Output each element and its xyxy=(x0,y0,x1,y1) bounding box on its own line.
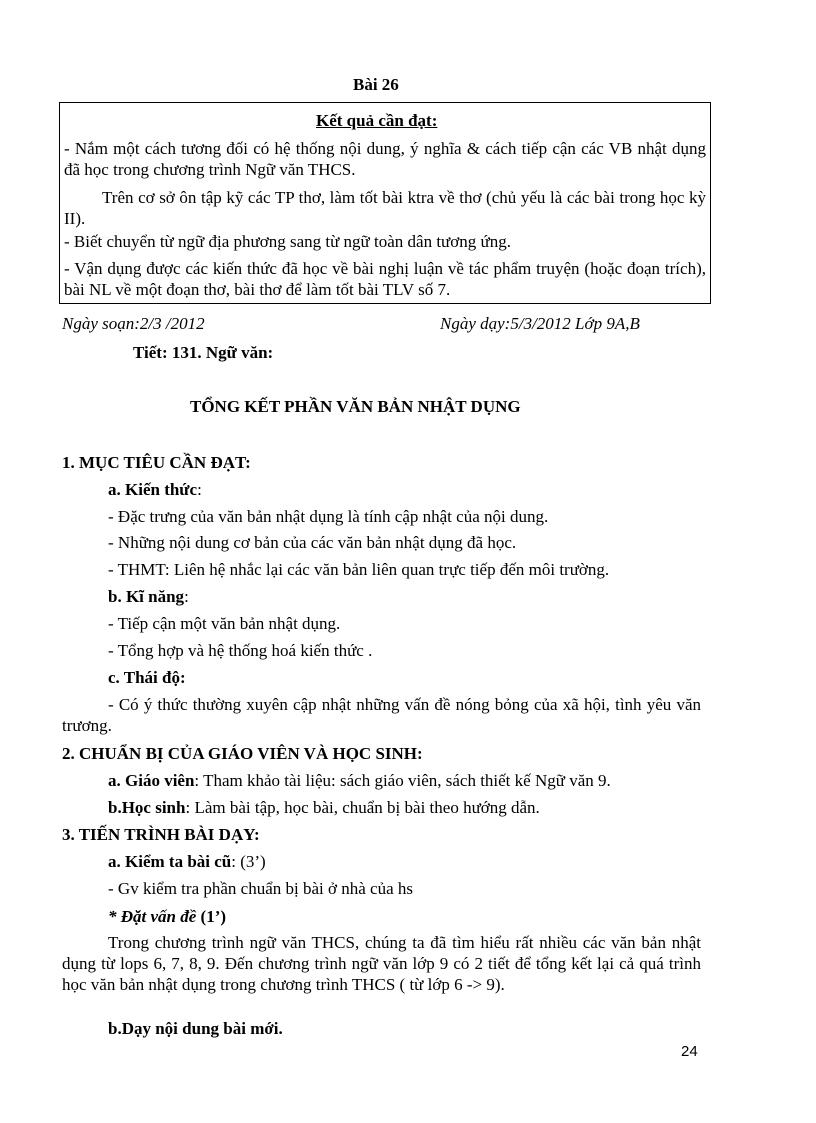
subsection-label: a. Kiểm ta bài cũ xyxy=(108,852,232,871)
subsection-attitude: c. Thái độ: xyxy=(108,668,186,687)
period-label: Tiết: 131. Ngữ văn: xyxy=(133,343,274,362)
teacher-prep xyxy=(108,770,611,791)
introduction-paragraph: Trong chương trình ngữ văn THCS, chúng ta đã tìm hiểu rất nhiều các văn bản nhật dụng từ lops 6, 7, 8, 9. Đến chương trình ngữ văn lớp 9 có 2 tiết để tổng kết lại cả quá trình học văn bản nhật dụng trong chương trình THCS ( từ lớp 6 -> 9). xyxy=(62,933,701,994)
section-1-heading: 1. MỤC TIÊU CẦN ĐẠT: xyxy=(62,453,251,472)
section-2-heading: 2. CHUẨN BỊ CỦA GIÁO VIÊN VÀ HỌC SINH: xyxy=(62,744,423,763)
subsection-label: b.Học sinh xyxy=(108,798,186,817)
old-lesson-check xyxy=(108,851,266,872)
colon: : xyxy=(184,587,189,606)
introduction-time: (1’) xyxy=(196,907,227,926)
learning-outcomes-box xyxy=(59,102,711,304)
page-title: TỔNG KẾT PHẦN VĂN BẢN NHẬT DỤNG xyxy=(190,397,521,416)
list-item: - Có ý thức thường xuyên cập nhật những vấn đề nóng bỏng của xã hội, tình yêu văn trương. xyxy=(62,695,701,735)
old-lesson-time: : (3’) xyxy=(231,852,266,871)
list-item: - Tổng hợp và hệ thống hoá kiến thức . xyxy=(108,641,373,660)
date-prepared: Ngày soạn:2/3 /2012 xyxy=(62,314,205,333)
subsection-new-lesson: b.Dạy nội dung bài mới. xyxy=(108,1019,283,1038)
colon: : xyxy=(197,480,202,499)
outcome-item: Trên cơ sở ôn tập kỹ các TP thơ, làm tốt bài ktra về thơ (chủ yếu là các bài trong học kỳ II). xyxy=(64,188,706,228)
outcomes-heading: Kết quả cần đạt: xyxy=(316,111,438,130)
page-number: 24 xyxy=(681,1043,698,1060)
subsection-skills xyxy=(108,586,189,607)
subsection-label: b. Kĩ năng xyxy=(108,587,185,606)
student-prep-text: : Làm bài tập, học bài, chuẩn bị bài theo hướng dẫn. xyxy=(185,798,540,817)
list-item: - Gv kiểm tra phần chuẩn bị bài ở nhà của hs xyxy=(108,879,413,898)
list-item: - Tiếp cận một văn bản nhật dụng. xyxy=(108,614,341,633)
student-prep xyxy=(108,797,540,818)
list-item: - Đặc trưng của văn bản nhật dụng là tính cập nhật của nội dung. xyxy=(108,507,549,526)
outcome-item: - Vận dụng được các kiến thức đã học về bài nghị luận về tác phẩm truyện (hoặc đoạn trích), bài NL về một đoạn thơ, bài thơ để làm tốt bài TLV số 7. xyxy=(64,259,706,299)
subsection-label: a. Giáo viên xyxy=(108,771,195,790)
subsection-label: a. Kiến thức xyxy=(108,480,198,499)
teacher-prep-text: : Tham khảo tài liệu: sách giáo viên, sách thiết kế Ngữ văn 9. xyxy=(194,771,611,790)
introduction xyxy=(108,906,226,927)
lesson-number: Bài 26 xyxy=(353,75,399,94)
list-item: - THMT: Liên hệ nhắc lại các văn bản liên quan trực tiếp đến môi trường. xyxy=(108,560,610,579)
introduction-label: * Đặt vấn đề xyxy=(108,907,197,926)
date-taught: Ngày dạy:5/3/2012 Lớp 9A,B xyxy=(440,314,640,333)
section-3-heading: 3. TIẾN TRÌNH BÀI DẠY: xyxy=(62,825,260,844)
subsection-knowledge xyxy=(108,479,202,500)
list-item: - Những nội dung cơ bản của các văn bản nhật dụng đã học. xyxy=(108,533,517,552)
outcome-item: - Biết chuyển từ ngữ địa phương sang từ ngữ toàn dân tương ứng. xyxy=(64,232,511,251)
outcome-item: - Nắm một cách tương đối có hệ thống nội dung, ý nghĩa & cách tiếp cận các VB nhật dụng đã học trong chương trình Ngữ văn THCS. xyxy=(64,139,706,179)
